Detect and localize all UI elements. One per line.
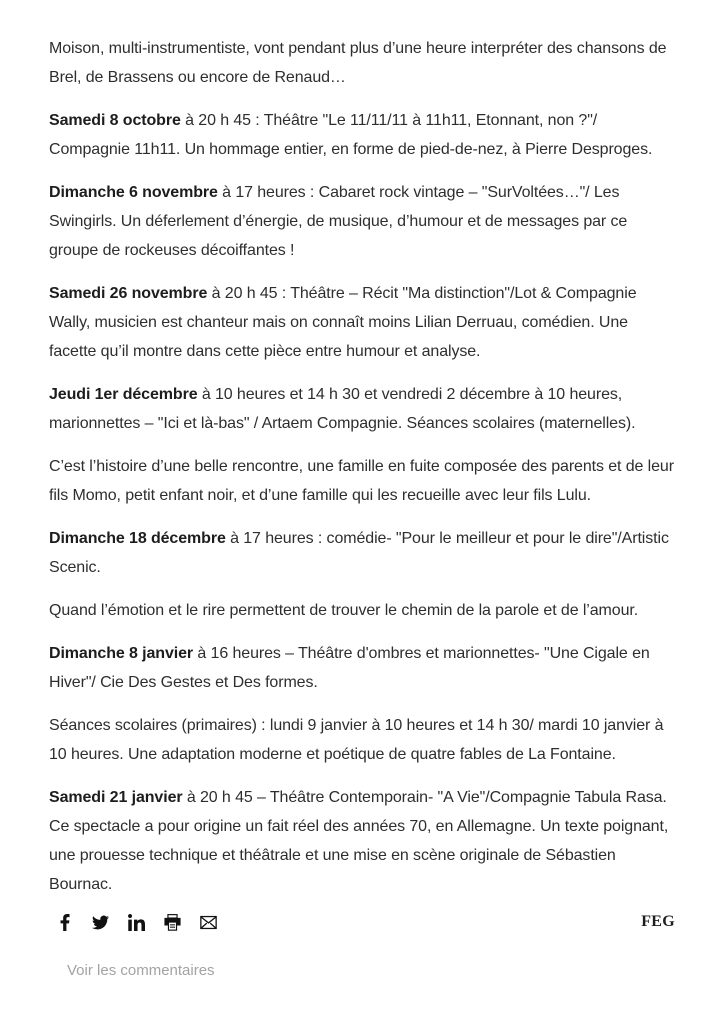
share-icons (49, 914, 217, 931)
facebook-icon[interactable] (56, 914, 73, 931)
article-paragraph (49, 34, 677, 92)
article-paragraph (49, 380, 677, 438)
print-icon[interactable] (164, 914, 181, 931)
article-paragraph (49, 178, 677, 265)
paragraph-text: Séances scolaires (primaires) : lundi 9 janvier à 10 heures et 14 h 30/ mardi 10 janvier à 10 heures. Une adaptation moderne et poétique de quatre fables de La Fontaine. (49, 717, 664, 763)
view-comments-link[interactable]: Voir les commentaires (67, 962, 215, 979)
article-paragraph (49, 524, 677, 582)
paragraph-text: à 17 heures : Cabaret rock vintage – "SurVoltées…"/ Les Swingirls. Un déferlement d’énergie, de musique, d’humour et de messages par ce groupe de rockeuses décoiffantes ! (49, 184, 628, 259)
paragraph-text: Quand l’émotion et le rire permettent de trouver le chemin de la parole et de l’amour. (49, 602, 639, 619)
event-date: Dimanche 18 décembre (49, 530, 226, 547)
article-paragraph (49, 596, 677, 625)
article-paragraph (49, 783, 677, 899)
paragraph-text: à 16 heures – Théâtre d'ombres et marionnettes- "Une Cigale en Hiver"/ Cie Des Gestes et Des formes. (49, 645, 650, 691)
paragraph-text: à 17 heures : comédie- "Pour le meilleur et pour le dire"/Artistic Scenic. (49, 530, 669, 576)
paragraph-text: à 10 heures et 14 h 30 et vendredi 2 décembre à 10 heures, marionnettes – "Ici et là-bas" / Artaem Compagnie. Séances scolaires (maternelles). (49, 386, 636, 432)
linkedin-icon[interactable] (128, 914, 145, 931)
email-icon[interactable] (200, 914, 217, 931)
event-date: Jeudi 1er décembre (49, 386, 198, 403)
paragraph-text: à 20 h 45 – Théâtre Contemporain- "A Vie"/Compagnie Tabula Rasa. Ce spectacle a pour origine un fait réel des années 70, en Allemagne. Un texte poignant, une prouesse technique et théâtrale et une mise en scène originale de Sébastien Bournac. (49, 789, 669, 893)
article-paragraph (49, 711, 677, 769)
article-paragraph (49, 639, 677, 697)
event-date: Dimanche 8 janvier (49, 645, 194, 662)
article-paragraph (49, 279, 677, 366)
article-paragraph (49, 106, 677, 164)
twitter-icon[interactable] (92, 914, 109, 931)
share-bar (49, 913, 677, 931)
paragraph-text: à 20 h 45 : Théâtre – Récit "Ma distinction"/Lot & Compagnie Wally, musicien est chanteur mais on connaît moins Lilian Derruau, comédien. Une facette qu’il montre dans cette pièce entre humour et analyse. (49, 285, 637, 360)
event-date: Samedi 8 octobre (49, 112, 181, 129)
paragraph-text: Moison, multi-instrumentiste, vont pendant plus d’une heure interpréter des chansons de Brel, de Brassens ou encore de Renaud… (49, 40, 667, 86)
paragraph-text: C’est l’histoire d’une belle rencontre, une famille en fuite composée des parents et de leur fils Momo, petit enfant noir, et d’une famille qui les recueille avec leur fils Lulu. (49, 458, 674, 504)
event-date: Samedi 26 novembre (49, 285, 208, 302)
site-label: FEG (641, 913, 675, 930)
event-date: Samedi 21 janvier (49, 789, 183, 806)
paragraph-text: à 20 h 45 : Théâtre "Le 11/11/11 à 11h11, Etonnant, non ?"/ Compagnie 11h11. Un hommage entier, en forme de pied-de-nez, à Pierre Desproges. (49, 112, 653, 158)
article-paragraph (49, 452, 677, 510)
event-date: Dimanche 6 novembre (49, 184, 218, 201)
